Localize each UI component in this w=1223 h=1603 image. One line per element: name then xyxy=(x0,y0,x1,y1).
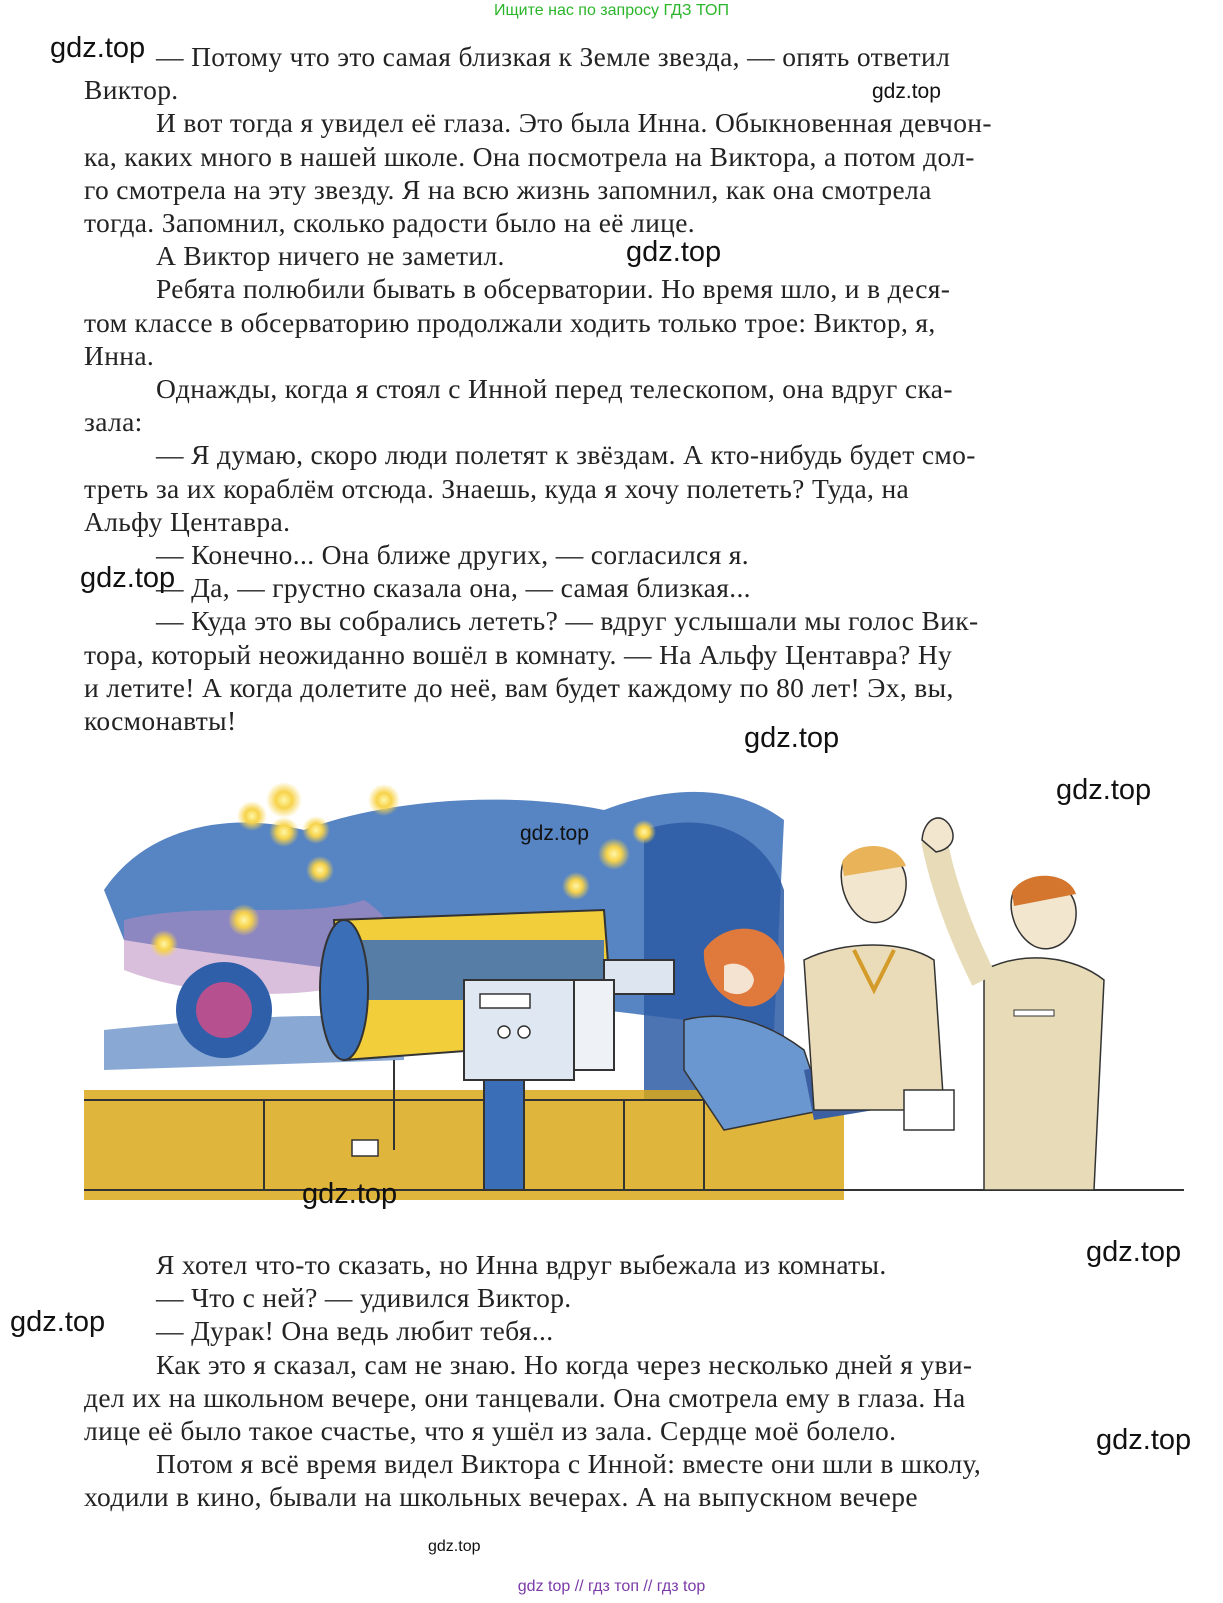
waving-boy-figure xyxy=(922,818,1104,1190)
watermark: gdz.top xyxy=(428,1538,481,1555)
text-line: — Дурак! Она ведь любит тебя... xyxy=(156,1315,554,1347)
text-line: Как это я сказал, сам не знаю. Но когда через несколько дней я уви- xyxy=(156,1348,973,1380)
text-line: зала: xyxy=(84,406,143,438)
text-line: и летите! А когда долетите до неё, вам будет каждому по 80 лет! Эх, вы, xyxy=(84,671,954,703)
text-line: тогда. Запомнил, сколько радости было на её лице. xyxy=(84,207,696,239)
text-line: Потом я всё время видел Виктора с Инной: вместе они шли в школу, xyxy=(156,1448,982,1480)
text-line: И вот тогда я увидел её глаза. Это была Инна. Обыкновенная девчон- xyxy=(156,107,992,139)
text-line: — Конечно... Она ближе других, — согласился я. xyxy=(156,539,750,571)
text-line: — Куда это вы собрались лететь? — вдруг услышали мы голос Вик- xyxy=(156,605,979,637)
text-line: — Потому что это самая близкая к Земле звезда, — опять ответил xyxy=(156,41,951,72)
text-line: — Да, — грустно сказала она, — самая близкая... xyxy=(156,572,751,604)
text-line: дел их на школьном вечере, они танцевали. Она смотрела ему в глаза. На xyxy=(84,1381,966,1413)
watermark: gdz.top xyxy=(302,1178,398,1210)
text-line: ка, каких много в нашей школе. Она посмотрела на Виктора, а потом дол- xyxy=(84,140,975,172)
story-text-top xyxy=(84,40,1184,737)
watermark: gdz.top xyxy=(10,1306,106,1338)
story-text-bottom xyxy=(84,1248,1184,1514)
text-line: треть за их кораблём отсюда. Знаешь, куда я хочу полететь? Туда, на xyxy=(84,472,910,504)
text-line: А Виктор ничего не заметил. xyxy=(156,240,505,272)
text-line: Я хотел что-то сказать, но Инна вдруг выбежала из комнаты. xyxy=(156,1249,887,1280)
watermark: gdz.top xyxy=(80,562,176,594)
watermark: gdz.top xyxy=(1056,774,1152,806)
text-line: Однажды, когда я стоял с Инной перед телескопом, она вдруг ска- xyxy=(156,373,953,405)
text-line: Виктор. xyxy=(84,74,179,106)
text-line: лице её было такое счастье, что я ушёл из зала. Сердце моё болело. xyxy=(84,1415,897,1447)
footer-banner: gdz top // гдз топ // гдз top xyxy=(517,1578,706,1595)
watermark: gdz.top xyxy=(626,236,722,268)
watermark: gdz.top xyxy=(1086,1236,1182,1268)
text-line: Ребята полюбили бывать в обсерватории. Но время шло, и в деся- xyxy=(156,273,951,305)
text-line: космонавты! xyxy=(84,705,237,737)
boy-figure xyxy=(804,846,954,1130)
search-banner: Ищите нас по запросу ГДЗ ТОП xyxy=(494,2,729,19)
watermark: gdz.top xyxy=(520,822,589,845)
observatory-illustration xyxy=(84,770,1184,1220)
watermark: gdz.top xyxy=(872,80,941,103)
watermark: gdz.top xyxy=(744,722,840,754)
text-line: тора, который неожиданно вошёл в комнату. — На Альфу Центавра? Ну xyxy=(84,638,953,670)
text-line: ходили в кино, бывали на школьных вечерах. А на выпускном вечере xyxy=(84,1481,918,1513)
text-line: Инна. xyxy=(84,339,155,371)
text-line: — Я думаю, скоро люди полетят к звёздам. А кто-нибудь будет смо- xyxy=(156,439,976,471)
watermark: gdz.top xyxy=(1096,1424,1192,1456)
text-line: Альфу Центавра. xyxy=(84,505,291,537)
text-line: — Что с ней? — удивился Виктор. xyxy=(156,1282,572,1314)
text-line: том классе в обсерваторию продолжали ходить только трое: Виктор, я, xyxy=(84,306,936,338)
text-line: го смотрела на эту звезду. Я на всю жизнь запомнил, как она смотрела xyxy=(84,173,932,205)
watermark: gdz.top xyxy=(50,32,146,64)
